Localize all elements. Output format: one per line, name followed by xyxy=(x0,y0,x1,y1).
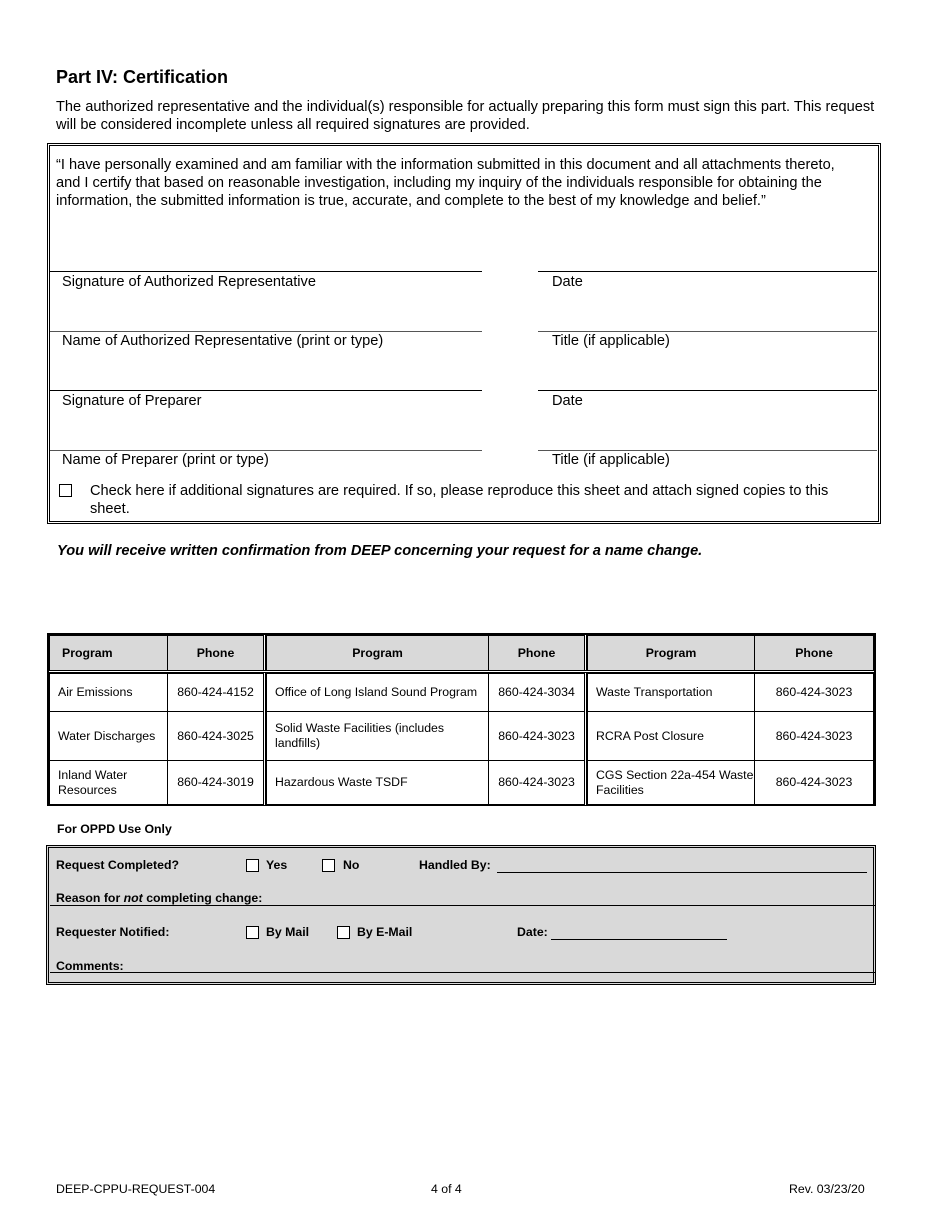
table-cell: 860-424-3025 xyxy=(167,711,264,761)
sig-preparer-label: Signature of Preparer xyxy=(62,393,202,409)
revision-date: Rev. 03/23/20 xyxy=(789,1182,865,1196)
date-label: Date: xyxy=(517,925,548,939)
no-label: No xyxy=(343,858,360,872)
preparer-signature-line[interactable] xyxy=(50,390,482,391)
reason-label: Reason for not completing change: xyxy=(56,891,263,905)
by-email-label: By E-Mail xyxy=(357,925,413,939)
table-cell: Hazardous Waste TSDF xyxy=(266,760,489,805)
table-cell: 860-424-3023 xyxy=(488,760,585,805)
signature-line[interactable] xyxy=(50,271,482,272)
table-cell: 860-424-3034 xyxy=(488,673,585,712)
yes-label: Yes xyxy=(266,858,288,872)
page-title: Part IV: Certification xyxy=(56,67,229,87)
date-line[interactable] xyxy=(538,271,877,272)
request-completed-label: Request Completed? xyxy=(56,858,179,872)
date-label: Date xyxy=(552,274,583,290)
name-line[interactable] xyxy=(50,331,482,332)
table-cell: 860-424-4152 xyxy=(167,673,264,712)
table-cell: 860-424-3023 xyxy=(754,673,874,712)
table-cell: Air Emissions xyxy=(49,673,168,712)
table-cell: 860-424-3023 xyxy=(488,711,585,761)
table-cell: Office of Long Island Sound Program xyxy=(266,673,489,712)
handled-by-field[interactable] xyxy=(497,872,867,873)
column-divider xyxy=(584,635,587,805)
name-auth-rep-label: Name of Authorized Representative (print or type) xyxy=(62,333,384,349)
table-cell: 860-424-3023 xyxy=(754,711,874,761)
header-divider xyxy=(49,670,874,673)
date-label: Date xyxy=(552,393,583,409)
table-cell: CGS Section 22a-454 Waste Facilities xyxy=(587,760,755,805)
yes-checkbox[interactable] xyxy=(246,859,259,872)
table-header: Program xyxy=(587,635,755,671)
table-header: Program xyxy=(266,635,489,671)
no-checkbox[interactable] xyxy=(322,859,335,872)
table-header: Phone xyxy=(754,635,874,671)
table-cell: 860-424-3023 xyxy=(754,760,874,805)
column-divider xyxy=(263,635,266,805)
preparer-name-line[interactable] xyxy=(50,450,482,451)
table-cell: Waste Transportation xyxy=(587,673,755,712)
comments-field[interactable] xyxy=(50,972,875,973)
oppd-section-label: For OPPD Use Only xyxy=(57,822,172,836)
by-mail-checkbox[interactable] xyxy=(246,926,259,939)
title-label: Title (if applicable) xyxy=(552,333,670,349)
preparer-date-line[interactable] xyxy=(538,390,877,391)
additional-signatures-checkbox[interactable] xyxy=(59,484,72,497)
table-header: Phone xyxy=(167,635,264,671)
table-header: Program xyxy=(49,635,168,671)
comments-label: Comments: xyxy=(56,959,124,973)
table-cell: 860-424-3019 xyxy=(167,760,264,805)
title-line[interactable] xyxy=(538,331,877,332)
date-field[interactable] xyxy=(551,939,727,940)
additional-signatures-text: Check here if additional signatures are required. If so, please reproduce this sheet and attach signed copies to this sheet. xyxy=(90,483,829,517)
form-id: DEEP-CPPU-REQUEST-004 xyxy=(56,1182,216,1196)
table-cell: RCRA Post Closure xyxy=(587,711,755,761)
intro-text: The authorized representative and the individual(s) responsible for actually preparing this form must sign this part. This request will be considered incomplete unless all required signatures are provided. xyxy=(56,99,875,133)
title-label: Title (if applicable) xyxy=(552,452,670,468)
handled-by-label: Handled By: xyxy=(419,858,491,872)
page-number: 4 of 4 xyxy=(431,1182,462,1196)
by-mail-label: By Mail xyxy=(266,925,310,939)
sig-auth-rep-label: Signature of Authorized Representative xyxy=(62,274,316,290)
confirmation-note: You will receive written confirmation from DEEP concerning your request for a name change. xyxy=(57,543,703,559)
table-header: Phone xyxy=(488,635,585,671)
table-cell: Inland Water Resources xyxy=(49,760,168,805)
certification-statement: “I have personally examined and am familiar with the information submitted in this document and all attachments thereto, and I certify that based on reasonable investigation, including my inquiry of the individuals responsible for obtaining the information, the submitted information is true, accurate, and complete to the best of my knowledge and belief.” xyxy=(56,157,835,209)
by-email-checkbox[interactable] xyxy=(337,926,350,939)
preparer-title-line[interactable] xyxy=(538,450,877,451)
table-cell: Water Discharges xyxy=(49,711,168,761)
table-cell: Solid Waste Facilities (includes landfills) xyxy=(266,711,489,761)
reason-field[interactable] xyxy=(50,905,875,906)
requester-notified-label: Requester Notified: xyxy=(56,925,170,939)
name-preparer-label: Name of Preparer (print or type) xyxy=(62,452,269,468)
